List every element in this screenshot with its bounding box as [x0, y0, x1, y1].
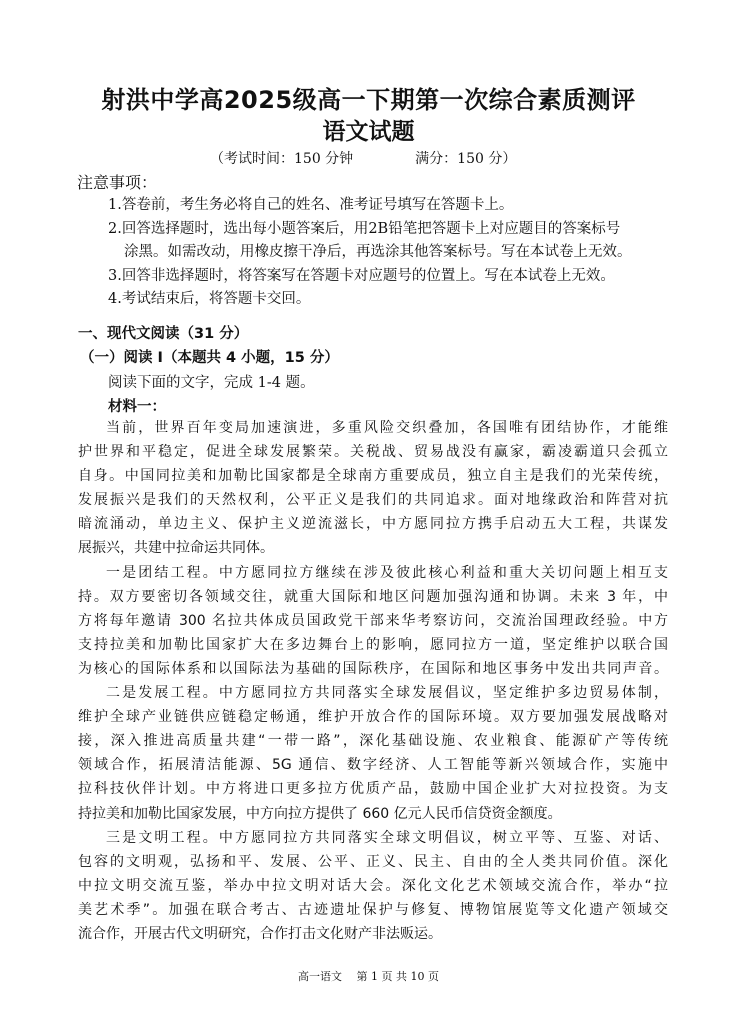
exam-score: 满分：150 分） [415, 151, 517, 167]
exam-title: 射洪中学高2025级高一下期第一次综合素质测评 [101, 86, 636, 114]
body-line: 自身。中国同拉美和加勒比国家都是全球南方重要成员，独立自主是我们的光荣传统， [78, 468, 668, 485]
notice-item: 3.回答非选择题时，将答案写在答题卡对应题号的位置上。写在本试卷上无效。 [108, 267, 615, 284]
body-line: 方将每年邀请 300 名拉共体成员国政党干部来华考察访问，交流治国理政经验。中方 [78, 612, 668, 629]
material-body [78, 416, 668, 946]
material-label: 材料一： [108, 399, 166, 415]
body-line: 流合作，开展古代文明研究，合作打击文化财产非法贩运。 [78, 925, 442, 942]
page-footer: 高一语文 第 1 页 共 10 页 [298, 970, 439, 983]
body-line: 中拉文明交流互鉴，举办中拉文明对话大会。深化文化艺术领域交流合作，举办“拉 [78, 877, 668, 894]
body-line: 支持拉美和加勒比国家扩大在多边舞台上的影响，愿同拉方一道，坚定维护以联合国 [78, 636, 668, 653]
exam-info [210, 148, 516, 168]
body-line: 持。双方要密切各领域交往，就重大国际和地区问题加强沟通和协调。未来 3 年，中 [78, 588, 668, 605]
reading-instruction: 阅读下面的文字，完成 1-4 题。 [108, 375, 315, 391]
body-line: 接，深入推进高质量共建“一带一路”，深化基础设施、农业粮食、能源矿产等传统 [78, 733, 668, 750]
body-line: 领域合作，拓展清洁能源、5G 通信、数字经济、人工智能等新兴领域合作，实施中 [78, 757, 668, 774]
body-line: 暗流涌动，单边主义、保护主义逆流滋长，中方愿同拉方携手启动五大工程，共谋发 [78, 516, 668, 533]
body-line: 发展振兴是我们的天然权利，公平正义是我们的共同追求。面对地缘政治和阵营对抗 [78, 492, 668, 509]
notice-item: 4.考试结束后，将答题卡交回。 [108, 291, 311, 307]
exam-subtitle: 语文试题 [322, 119, 415, 145]
body-line: 包容的文明观，弘扬和平、发展、公平、正义、民主、自由的全人类共同价值。深化 [78, 853, 668, 870]
body-line: 当前，世界百年变局加速演进，多重风险交织叠加，各国唯有团结协作，才能维 [106, 420, 668, 436]
notice-list [108, 194, 678, 312]
section-heading: 一、现代文阅读（31 分） [78, 326, 249, 342]
notice-item-continued: 涂黑。如需改动，用橡皮擦干净后，再选涂其他答案标号。写在本试卷上无效。 [124, 244, 632, 260]
body-line: 拉科技伙伴计划。中方将进口更多拉方优质产品，鼓励中国企业扩大对拉投资。为支 [78, 781, 668, 798]
body-line: 三是文明工程。中方愿同拉方共同落实全球文明倡议，树立平等、互鉴、对话、 [106, 829, 668, 846]
notice-item: 2.回答选择题时，选出每小题答案后，用2B铅笔把答题卡上对应题目的答案标号 [108, 220, 621, 237]
notice-item: 1.答卷前，考生务必将自己的姓名、准考证号填写在答题卡上。 [108, 197, 514, 213]
subsection-heading: （一）阅读 I（本题共 4 小题，15 分） [80, 350, 339, 366]
body-line: 持拉美和加勒比国家发展，中方向拉方提供了 660 亿元人民币信贷资金额度。 [78, 805, 562, 822]
body-line: 一是团结工程。中方愿同拉方继续在涉及彼此核心利益和重大关切问题上相互支 [106, 564, 668, 581]
body-line: 维护全球产业链供应链稳定畅通，维护开放合作的国际环境。双方要加强发展战略对 [78, 709, 668, 726]
notice-heading: 注意事项： [77, 173, 158, 192]
body-line: 二是发展工程。中方愿同拉方共同落实全球发展倡议，坚定维护多边贸易体制， [106, 685, 668, 702]
body-line: 为核心的国际体系和以国际法为基础的国际秩序，在国际和地区事务中发出共同声音。 [78, 660, 668, 677]
body-line: 护世界和平稳定，促进全球发展繁荣。关税战、贸易战没有赢家，霸凌霸道只会孤立 [78, 444, 668, 461]
body-line: 美艺术季”。加强在联合考古、古迹遗址保护与修复、博物馆展览等文化遗产领域交 [78, 901, 668, 918]
exam-time: （考试时间：150 分钟 [210, 151, 354, 167]
body-line: 展振兴，共建中拉命运共同体。 [78, 540, 274, 557]
